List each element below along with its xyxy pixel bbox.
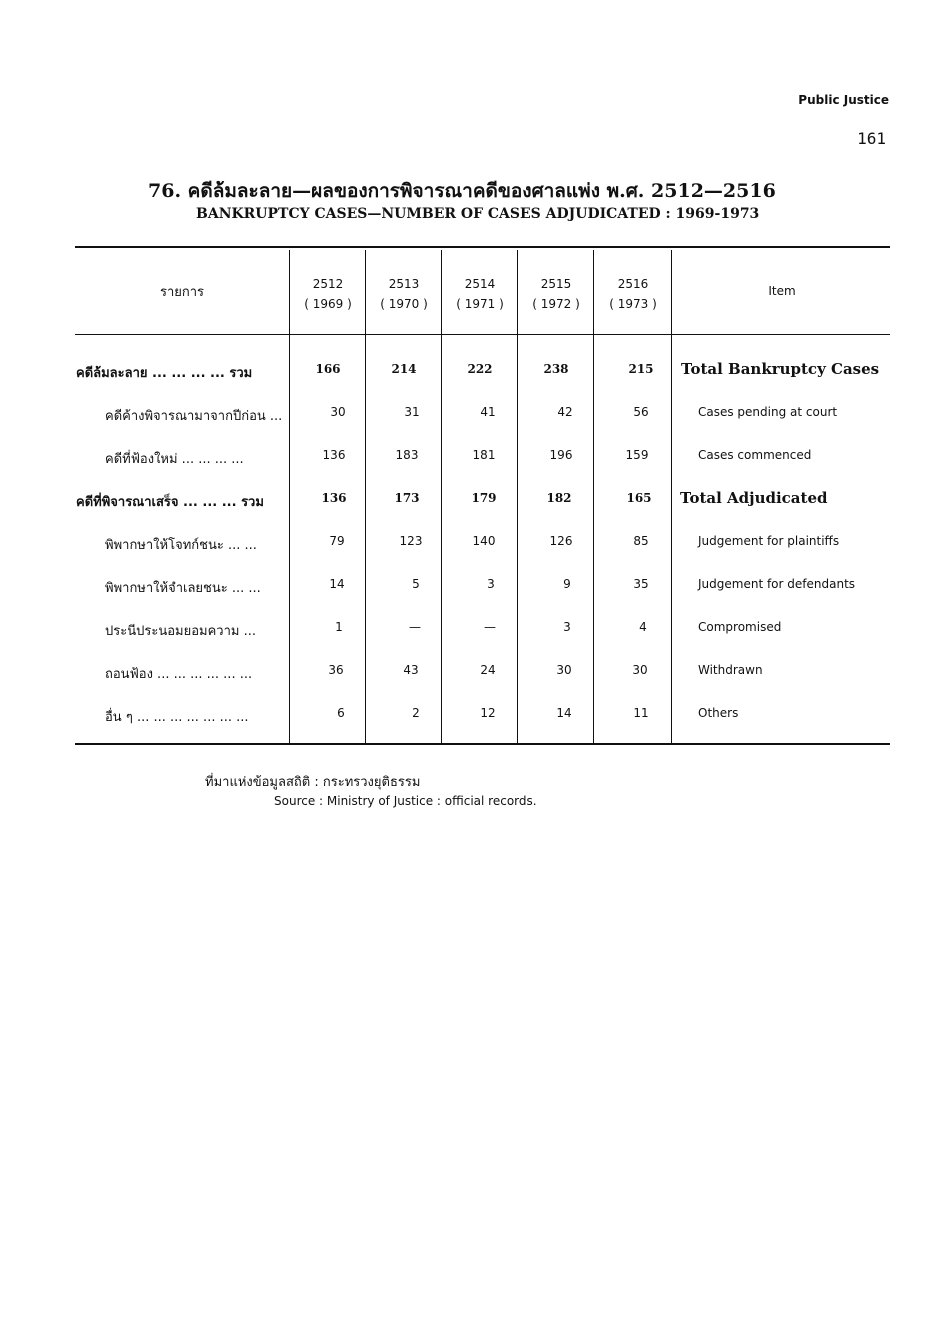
table-row	[0, 448, 941, 470]
cell-value: 136	[322, 448, 346, 462]
row-label-thai: อื่น ๆ ... ... ... ... ... ... ...	[105, 710, 249, 725]
cell-value: 12	[480, 706, 496, 720]
cell-value: 41	[480, 405, 496, 419]
table-title-thai: 76. คดีล้มละลาย—ผลของการพิจารณาคดีของศาลแพ่ง พ.ศ. 2512—2516	[148, 180, 776, 202]
row-label-thai: พิพากษาให้โจทก์ชนะ ... ...	[105, 538, 257, 553]
header-year	[290, 274, 366, 314]
table-row	[0, 534, 941, 556]
cell-value: 79	[329, 534, 345, 548]
year-ce: ( 1970 )	[380, 297, 428, 311]
row-label-english: Total Adjudicated	[680, 489, 828, 507]
cell-value: 238	[543, 362, 569, 376]
table-row	[0, 405, 941, 427]
cell-value: 214	[391, 362, 417, 376]
year-ce: ( 1971 )	[456, 297, 504, 311]
row-label-thai: ประนีประนอมยอมความ ...	[105, 624, 256, 639]
year-be: 2513	[388, 277, 420, 291]
header-thai-item: รายการ	[159, 285, 205, 300]
row-label-thai: ถอนฟ้อง ... ... ... ... ... ...	[105, 667, 253, 682]
cell-value: 181	[472, 448, 496, 462]
row-label-english: Judgement for plaintiffs	[698, 534, 840, 548]
cell-value: 43	[403, 663, 419, 677]
row-label-thai: คดีที่ฟ้องใหม่ ... ... ... ...	[105, 452, 244, 467]
table-title-english: BANKRUPTCY CASES—NUMBER OF CASES ADJUDICATED : 1969-1973	[196, 206, 760, 222]
cell-value: 30	[556, 663, 572, 677]
year-be: 2514	[464, 277, 496, 291]
cell-value: 136	[321, 491, 347, 505]
cell-value: 196	[549, 448, 573, 462]
cell-value: 3	[563, 620, 571, 634]
year-be: 2515	[540, 277, 572, 291]
row-label-thai: คดีที่พิจารณาเสร็จ ... ... ... รวม	[76, 495, 264, 510]
cell-value: 215	[628, 362, 654, 376]
table-row	[0, 620, 941, 642]
row-label-english: Cases pending at court	[698, 405, 838, 419]
cell-value: 31	[404, 405, 420, 419]
top-rule	[75, 246, 890, 248]
row-label-english: Withdrawn	[698, 663, 763, 677]
cell-value: 56	[633, 405, 649, 419]
cell-value: 182	[546, 491, 572, 505]
year-ce: ( 1972 )	[532, 297, 580, 311]
row-label-english: Others	[698, 706, 739, 720]
cell-value: 159	[625, 448, 649, 462]
cell-value: 30	[330, 405, 346, 419]
cell-value: —	[409, 620, 421, 634]
cell-value: 173	[394, 491, 420, 505]
header-english-item: Item	[768, 284, 796, 298]
cell-value: 222	[467, 362, 493, 376]
table-row	[0, 362, 941, 384]
cell-value: 179	[471, 491, 497, 505]
cell-value: 1	[335, 620, 343, 634]
page-number: 161	[857, 129, 886, 148]
cell-value: 42	[557, 405, 573, 419]
cell-value: 14	[329, 577, 345, 591]
header-year	[442, 274, 518, 314]
cell-value: 6	[337, 706, 345, 720]
running-header: Public Justice	[798, 93, 889, 107]
row-label-english: Compromised	[698, 620, 782, 634]
year-ce: ( 1969 )	[304, 297, 352, 311]
cell-value: 4	[639, 620, 647, 634]
cell-value: 123	[399, 534, 423, 548]
cell-value: 9	[563, 577, 571, 591]
cell-value: 24	[480, 663, 496, 677]
source-note-english: Source : Ministry of Justice : official records.	[274, 794, 537, 808]
cell-value: 35	[633, 577, 649, 591]
cell-value: 36	[328, 663, 344, 677]
table-row	[0, 491, 941, 513]
cell-value: 30	[632, 663, 648, 677]
table-row	[0, 663, 941, 685]
cell-value: 2	[412, 706, 420, 720]
header-rule	[75, 334, 890, 335]
cell-value: 183	[395, 448, 419, 462]
table-row	[0, 577, 941, 599]
row-label-english: Judgement for defendants	[698, 577, 856, 591]
row-label-thai: พิพากษาให้จำเลยชนะ ... ...	[105, 581, 261, 596]
year-be: 2512	[312, 277, 344, 291]
cell-value: 126	[549, 534, 573, 548]
header-year	[366, 274, 442, 314]
source-note-thai: ที่มาแห่งข้อมูลสถิติ : กระทรวงยุติธรรม	[205, 775, 421, 790]
row-label-english: Total Bankruptcy Cases	[681, 360, 880, 378]
cell-value: 14	[556, 706, 572, 720]
cell-value: 166	[315, 362, 341, 376]
row-label-english: Cases commenced	[698, 448, 812, 462]
cell-value: 3	[487, 577, 495, 591]
year-be: 2516	[617, 277, 649, 291]
cell-value: 140	[472, 534, 496, 548]
header-year	[595, 274, 671, 314]
cell-value: 85	[633, 534, 649, 548]
cell-value: —	[484, 620, 496, 634]
header-year	[518, 274, 594, 314]
row-label-thai: คดีค้างพิจารณามาจากปีก่อน ...	[105, 409, 283, 424]
table-row	[0, 706, 941, 728]
row-label-thai: คดีล้มละลาย ... ... ... ... รวม	[76, 366, 253, 381]
year-ce: ( 1973 )	[609, 297, 657, 311]
bottom-rule	[75, 743, 890, 745]
cell-value: 165	[626, 491, 652, 505]
cell-value: 5	[412, 577, 420, 591]
cell-value: 11	[633, 706, 649, 720]
